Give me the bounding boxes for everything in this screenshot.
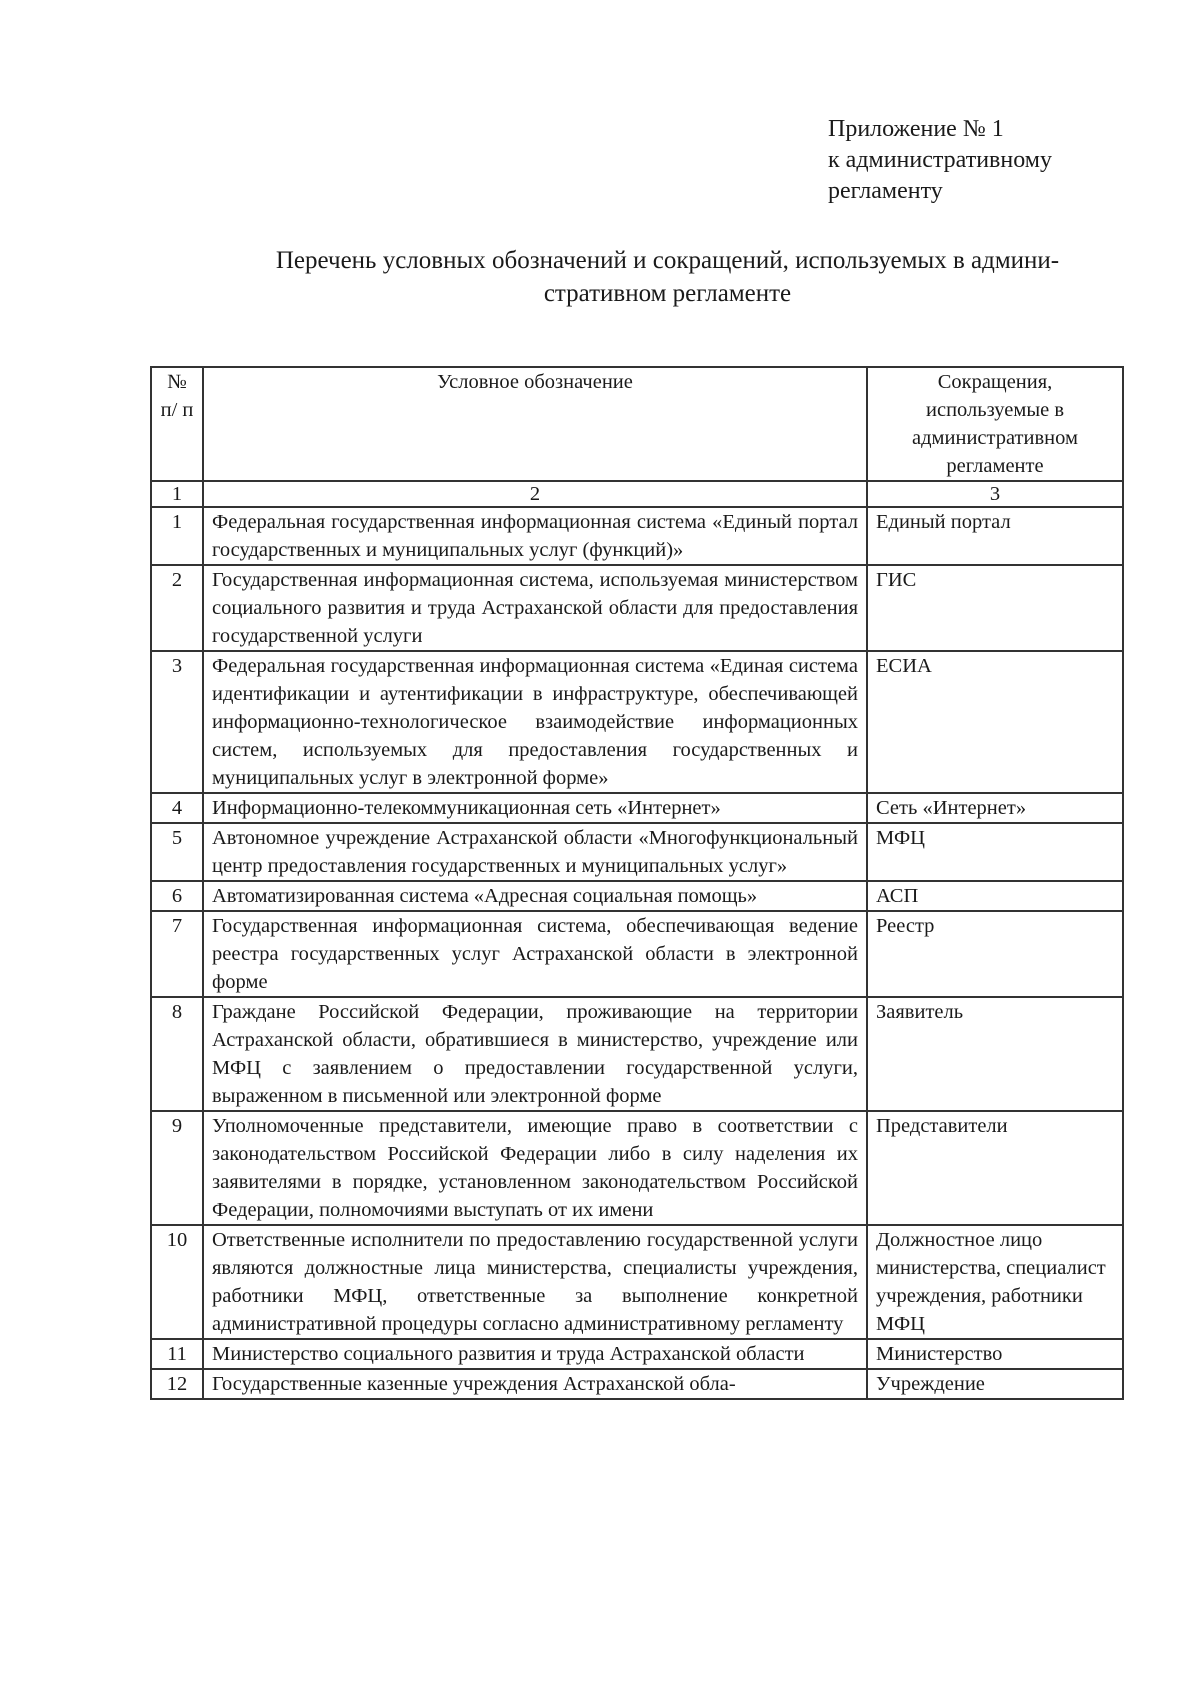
- row-description: Министерство социального развития и труда Астраханской области: [203, 1339, 867, 1369]
- appendix-line-2: к административному: [828, 147, 1052, 173]
- table-row: [151, 793, 1123, 823]
- row-description: Государственная информационная система, используемая министерством социального развития и труда Астраханской области для предоставления государственной услуги: [203, 565, 867, 651]
- table-row: [151, 1369, 1123, 1399]
- table-row: [151, 881, 1123, 911]
- row-number: 9: [151, 1111, 203, 1225]
- row-abbreviation: МФЦ: [867, 823, 1123, 881]
- table-row: [151, 997, 1123, 1111]
- row-description: Государственная информационная система, обеспечивающая ведение реестра государственных услуг Астраханской области в электронной форме: [203, 911, 867, 997]
- table-row: [151, 911, 1123, 997]
- table-index-row: [151, 481, 1123, 507]
- row-description: Федеральная государственная информационная система «Единая система идентификации и аутентификации в инфраструктуре, обеспечивающей информационно-технологическое взаимодействие информационных систем, используемых для предоставления государственных и муниципальных услуг в электронной форме»: [203, 651, 867, 793]
- row-abbreviation: АСП: [867, 881, 1123, 911]
- row-number: 8: [151, 997, 203, 1111]
- row-number: 3: [151, 651, 203, 793]
- table-row: [151, 507, 1123, 565]
- appendix-heading: [828, 114, 1052, 207]
- header-abbr: Сокращения, используемые в административном регламенте: [867, 367, 1123, 481]
- table-row: [151, 1339, 1123, 1369]
- row-abbreviation: Учреждение: [867, 1369, 1123, 1399]
- table-row: [151, 651, 1123, 793]
- index-col-2: 2: [203, 481, 867, 507]
- row-number: 2: [151, 565, 203, 651]
- row-description: Уполномоченные представители, имеющие право в соответствии с законодательством Российской Федерации либо в силу наделения их заявителями в порядке, установленном законодательством Российской Федерации, полномочиями выступать от их имени: [203, 1111, 867, 1225]
- row-abbreviation: Должностное лицо министерства, специалист учреждения, работники МФЦ: [867, 1225, 1123, 1339]
- row-abbreviation: Единый портал: [867, 507, 1123, 565]
- row-abbreviation: Реестр: [867, 911, 1123, 997]
- row-description: Информационно-телекоммуникационная сеть «Интернет»: [203, 793, 867, 823]
- row-abbreviation: ЕСИА: [867, 651, 1123, 793]
- row-abbreviation: ГИС: [867, 565, 1123, 651]
- row-abbreviation: Представители: [867, 1111, 1123, 1225]
- appendix-line-1: Приложение № 1: [828, 116, 1004, 142]
- row-number: 12: [151, 1369, 203, 1399]
- document-title: [200, 244, 1135, 310]
- abbreviations-table: [150, 366, 1124, 1400]
- row-description: Граждане Российской Федерации, проживающие на территории Астраханской области, обратившиеся в министерство, учреждение или МФЦ с заявлением о предоставлении государственной услуги, выраженном в письменной или электронной форме: [203, 997, 867, 1111]
- row-abbreviation: Министерство: [867, 1339, 1123, 1369]
- table-body: [151, 367, 1123, 1399]
- row-description: Автоматизированная система «Адресная социальная помощь»: [203, 881, 867, 911]
- header-num: № п/ п: [151, 367, 203, 481]
- row-number: 6: [151, 881, 203, 911]
- table-row: [151, 565, 1123, 651]
- index-col-1: 1: [151, 481, 203, 507]
- index-col-3: 3: [867, 481, 1123, 507]
- row-description: Государственные казенные учреждения Астраханской обла-: [203, 1369, 867, 1399]
- table-header-row: [151, 367, 1123, 481]
- row-description: Ответственные исполнители по предоставлению государственной услуги являются должностные лица министерства, специалисты учреждения, работники МФЦ, ответственные за выполнение конкретной административной процедуры согласно административному регламенту: [203, 1225, 867, 1339]
- row-number: 7: [151, 911, 203, 997]
- row-number: 10: [151, 1225, 203, 1339]
- row-number: 5: [151, 823, 203, 881]
- row-number: 11: [151, 1339, 203, 1369]
- row-number: 1: [151, 507, 203, 565]
- table-row: [151, 1111, 1123, 1225]
- row-abbreviation: Сеть «Интернет»: [867, 793, 1123, 823]
- title-line-1: Перечень условных обозначений и сокращений, используемых в админи-: [275, 247, 1060, 274]
- row-description: Федеральная государственная информационная система «Единый портал государственных и муниципальных услуг (функций)»: [203, 507, 867, 565]
- row-number: 4: [151, 793, 203, 823]
- appendix-line-3: регламенту: [828, 178, 943, 204]
- title-line-2: стративном регламенте: [543, 280, 792, 307]
- row-description: Автономное учреждение Астраханской области «Многофункциональный центр предоставления государственных и муниципальных услуг»: [203, 823, 867, 881]
- table-row: [151, 823, 1123, 881]
- table-row: [151, 1225, 1123, 1339]
- header-desc: Условное обозначение: [203, 367, 867, 481]
- row-abbreviation: Заявитель: [867, 997, 1123, 1111]
